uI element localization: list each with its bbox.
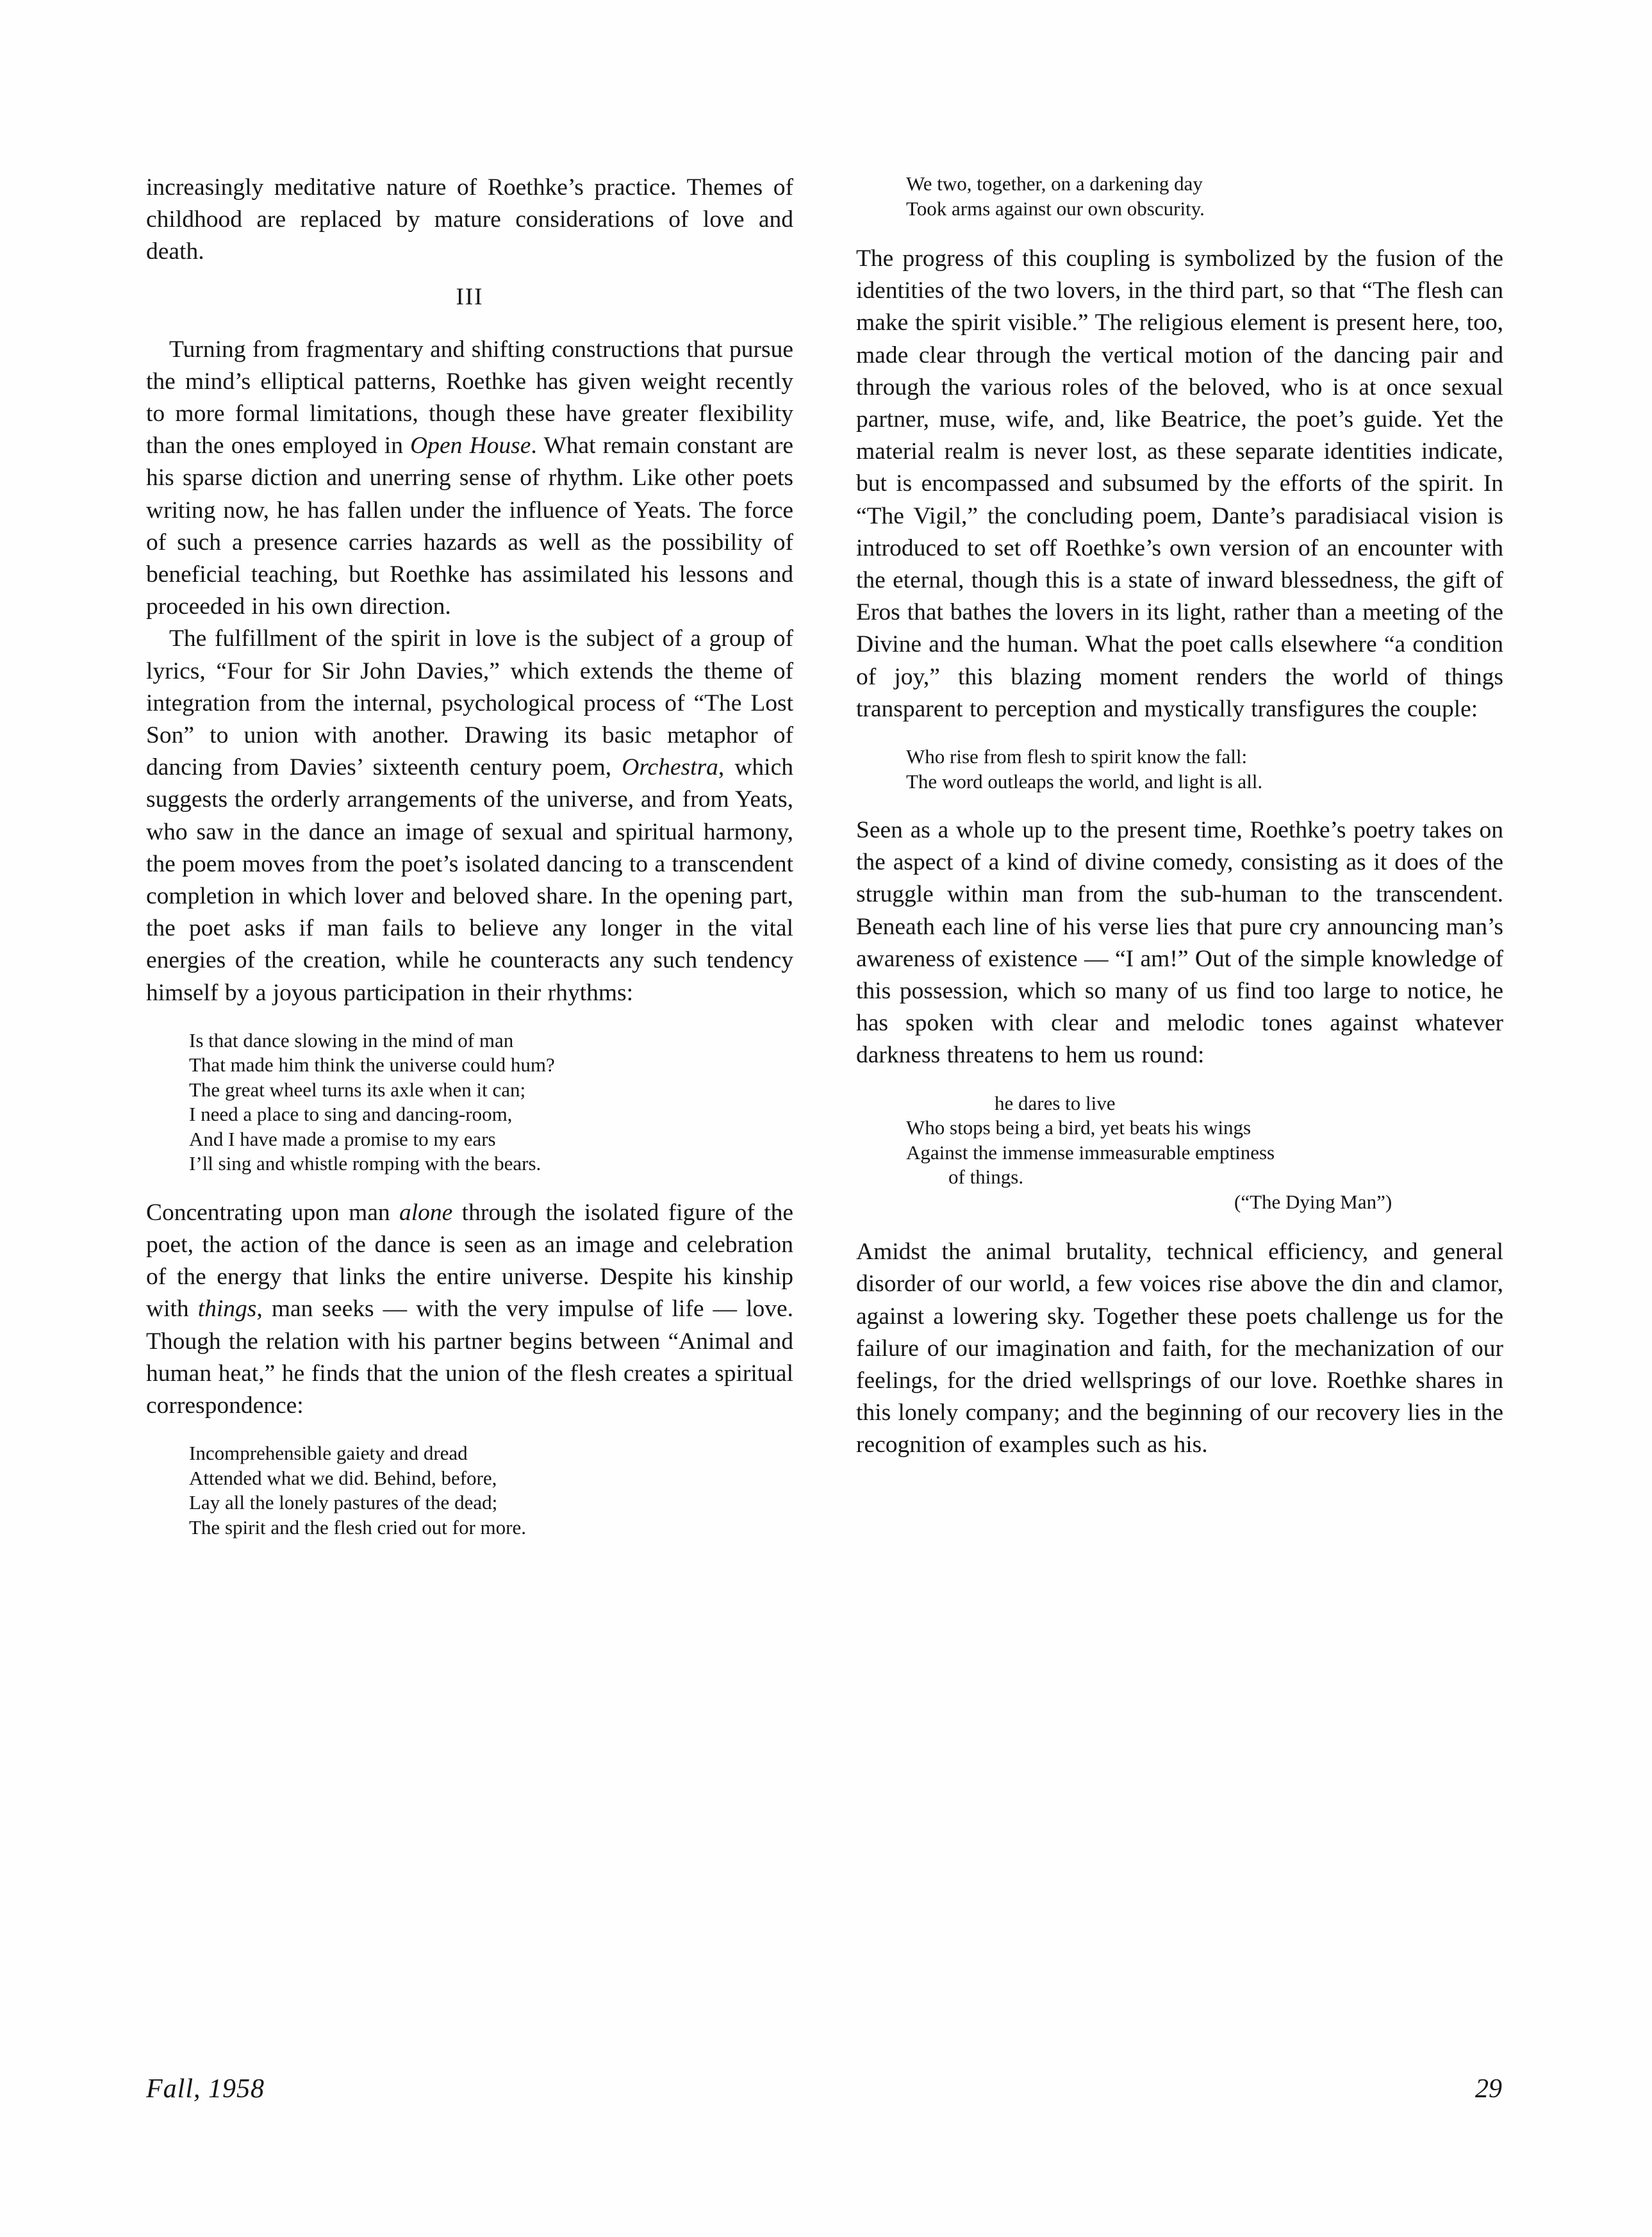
verse-flesh-to-spirit — [906, 745, 1503, 794]
verse-incomprehensible-gaiety — [189, 1441, 793, 1540]
verse-line: of things. — [948, 1166, 1024, 1189]
turning-text-a: Turning from fragmentary and shifting constructions that pursue the mind’s elliptical patterns, Roethke has given weight recently to more formal limitations, though these have greater flexibility than the ones employed in — [146, 336, 793, 459]
verse-attribution: (“The Dying Man”) — [1234, 1190, 1392, 1213]
concentrating-text-c: , man seeks — with the very impulse of life — love. Though the relation with his partner begins between “Animal and human heat,” he finds that the union of the flesh creates a spiritual correspondence: — [146, 1296, 794, 1419]
left-column — [146, 172, 793, 1540]
verse-line: Is that dance slowing in the mind of man — [189, 1028, 514, 1052]
page-number: 29 — [1475, 2074, 1502, 2104]
section-heading-iii: III — [456, 283, 484, 310]
concentrating-emphasis-alone: alone — [399, 1199, 453, 1226]
open-house-title: Open House — [410, 433, 531, 459]
verse-line: Took arms against our own obscurity. — [906, 197, 1205, 220]
concentrating-text-a: Concentrating upon man — [146, 1199, 399, 1226]
issue-date: Fall, 1958 — [146, 2074, 265, 2104]
progress-paragraph: The progress of this coupling is symbolized by the fusion of the identities of the two lovers, in the third part, so that “The flesh can make the spirit visible.” The religious element is present here, too, made clear through the vertical motion of the dancing pair and through the various roles of the beloved, who is at once sexual partner, muse, wife, and, like Beatrice, the poet’s guide. Yet the material realm is never lost, as these separate identities indicate, but is encompassed and subsumed by the efforts of the spirit. In “The Vigil,” the concluding poem, Dante’s paradisiacal vision is introduced to set off Roethke’s own version of an encounter with the eternal, though this is a state of inward blessedness, the gift of Eros that bathes the lovers in its light, rather than a meeting of the Divine and the human. What the poet calls elsewhere “a condition of joy,” this blazing moment renders the world of things transparent to perception and mystically transfigures the couple: — [856, 245, 1503, 722]
verse-dying-man — [906, 1091, 1503, 1215]
orchestra-title: Orchestra — [622, 754, 718, 781]
verse-line: Who rise from flesh to spirit know the fall: — [906, 745, 1248, 768]
verse-line: The word outleaps the world, and light is all. — [906, 770, 1263, 793]
fulfillment-paragraph — [146, 623, 793, 1009]
verse-line: Attended what we did. Behind, before, — [189, 1466, 497, 1489]
turning-paragraph — [146, 334, 793, 623]
verse-line: he dares to live — [995, 1091, 1116, 1114]
verse-line: We two, together, on a darkening day — [906, 172, 1203, 195]
verse-line: Against the immense immeasurable emptiness — [906, 1141, 1275, 1164]
seen-paragraph: Seen as a whole up to the present time, Roethke’s poetry takes on the aspect of a kind of divine comedy, consisting as it does of the struggle within man from the sub-human to the transcendent. Beneath each line of his verse lies that pure cry announcing man’s awareness of existence — “I am!” Out of the simple knowledge of this possession, which so many of us find too large to notice, he has spoken with clear and melodic tones against whatever darkness threatens to hem us round: — [856, 817, 1503, 1069]
opening-paragraph: increasingly meditative nature of Roethke’s practice. Themes of childhood are replaced by mature considerations of love and death. — [146, 174, 793, 265]
verse-line: That made him think the universe could hum? — [189, 1053, 555, 1077]
verse-line: Lay all the lonely pastures of the dead; — [189, 1491, 498, 1514]
verse-line: I’ll sing and whistle romping with the bears. — [189, 1152, 541, 1175]
verse-line: Who stops being a bird, yet beats his wings — [906, 1116, 1251, 1139]
fulfillment-text-a: The fulfillment of the spirit in love is the subject of a group of lyrics, “Four for Sir John Davies,” which extends the theme of integration from the internal, psychological process of “The Lost Son” to union with another. Drawing its basic metaphor of dancing from Davies’ sixteenth century poem, — [146, 625, 793, 781]
verse-dance-slowing — [189, 1028, 793, 1176]
amidst-paragraph: Amidst the animal brutality, technical efficiency, and general disorder of our world, a few voices rise above the din and clamor, against a lowering sky. Together these poets challenge us for the failure of our imagination and faith, for the mechanization of our feelings, for the dried wellsprings of our love. Roethke shares in this lonely company; and the beginning of our recovery lies in the recognition of examples such as his. — [856, 1239, 1503, 1458]
verse-line: The spirit and the flesh cried out for more. — [189, 1515, 526, 1539]
concentrating-emphasis-things: things — [197, 1296, 257, 1323]
verse-line: And I have made a promise to my ears — [189, 1127, 496, 1150]
verse-darkening-day — [906, 172, 1503, 221]
fulfillment-text-b: , which suggests the orderly arrangements of the universe, and from Yeats, who saw in the dance an image of sexual and spiritual harmony, the poem moves from the poet’s isolated dancing to a transcendent completion in which lover and beloved share. In the opening part, the poet asks if man fails to believe any longer in the vital energies of the creation, while he counteracts any such tendency himself by a joyous participation in their rhythms: — [146, 754, 793, 1006]
concentrating-text-b: through the isolated figure of the poet, the action of the dance is seen as an image and celebration of the energy that links the entire universe. Despite his kinship with — [146, 1199, 793, 1323]
turning-text-b: . What remain constant are his sparse diction and unerring sense of rhythm. Like other poets writing now, he has fallen under the influence of Yeats. The force of such a presence carries hazards as well as the possibility of beneficial teaching, but Roethke has assimilated his lessons and proceeded in his own direction. — [146, 433, 793, 620]
right-column — [856, 172, 1503, 1462]
verse-line: Incomprehensible gaiety and dread — [189, 1442, 468, 1465]
concentrating-paragraph — [146, 1197, 793, 1422]
verse-line: I need a place to sing and dancing-room, — [189, 1103, 513, 1126]
verse-line: The great wheel turns its axle when it can; — [189, 1078, 526, 1101]
